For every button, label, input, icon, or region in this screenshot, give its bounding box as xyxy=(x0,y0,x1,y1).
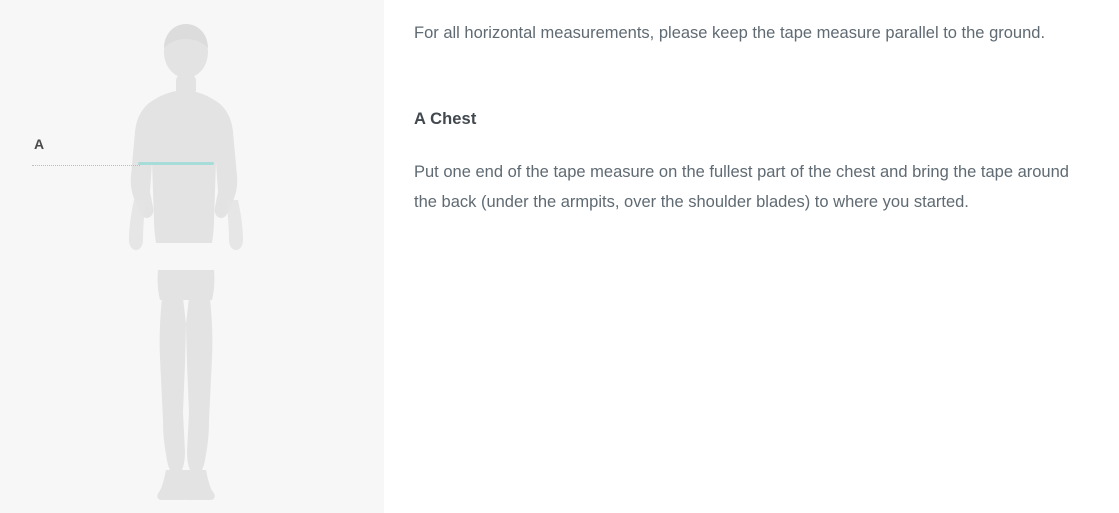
intro-text: For all horizontal measurements, please keep the tape measure parallel to the ground. xyxy=(414,24,1046,42)
chest-measure-highlight xyxy=(138,162,214,165)
measure-label-a: A xyxy=(34,136,45,152)
figure-wrap xyxy=(0,0,384,513)
instructions-panel xyxy=(384,0,1119,513)
section-body-chest: Put one end of the tape measure on the fullest part of the chest and bring the tape around the back (under the armpits, over the shoulder blades) to where you started. xyxy=(414,163,1069,211)
leader-line xyxy=(32,165,140,167)
illustration-panel xyxy=(0,0,384,513)
section-title-chest: A Chest xyxy=(414,110,477,128)
male-body-silhouette-icon xyxy=(96,20,276,500)
